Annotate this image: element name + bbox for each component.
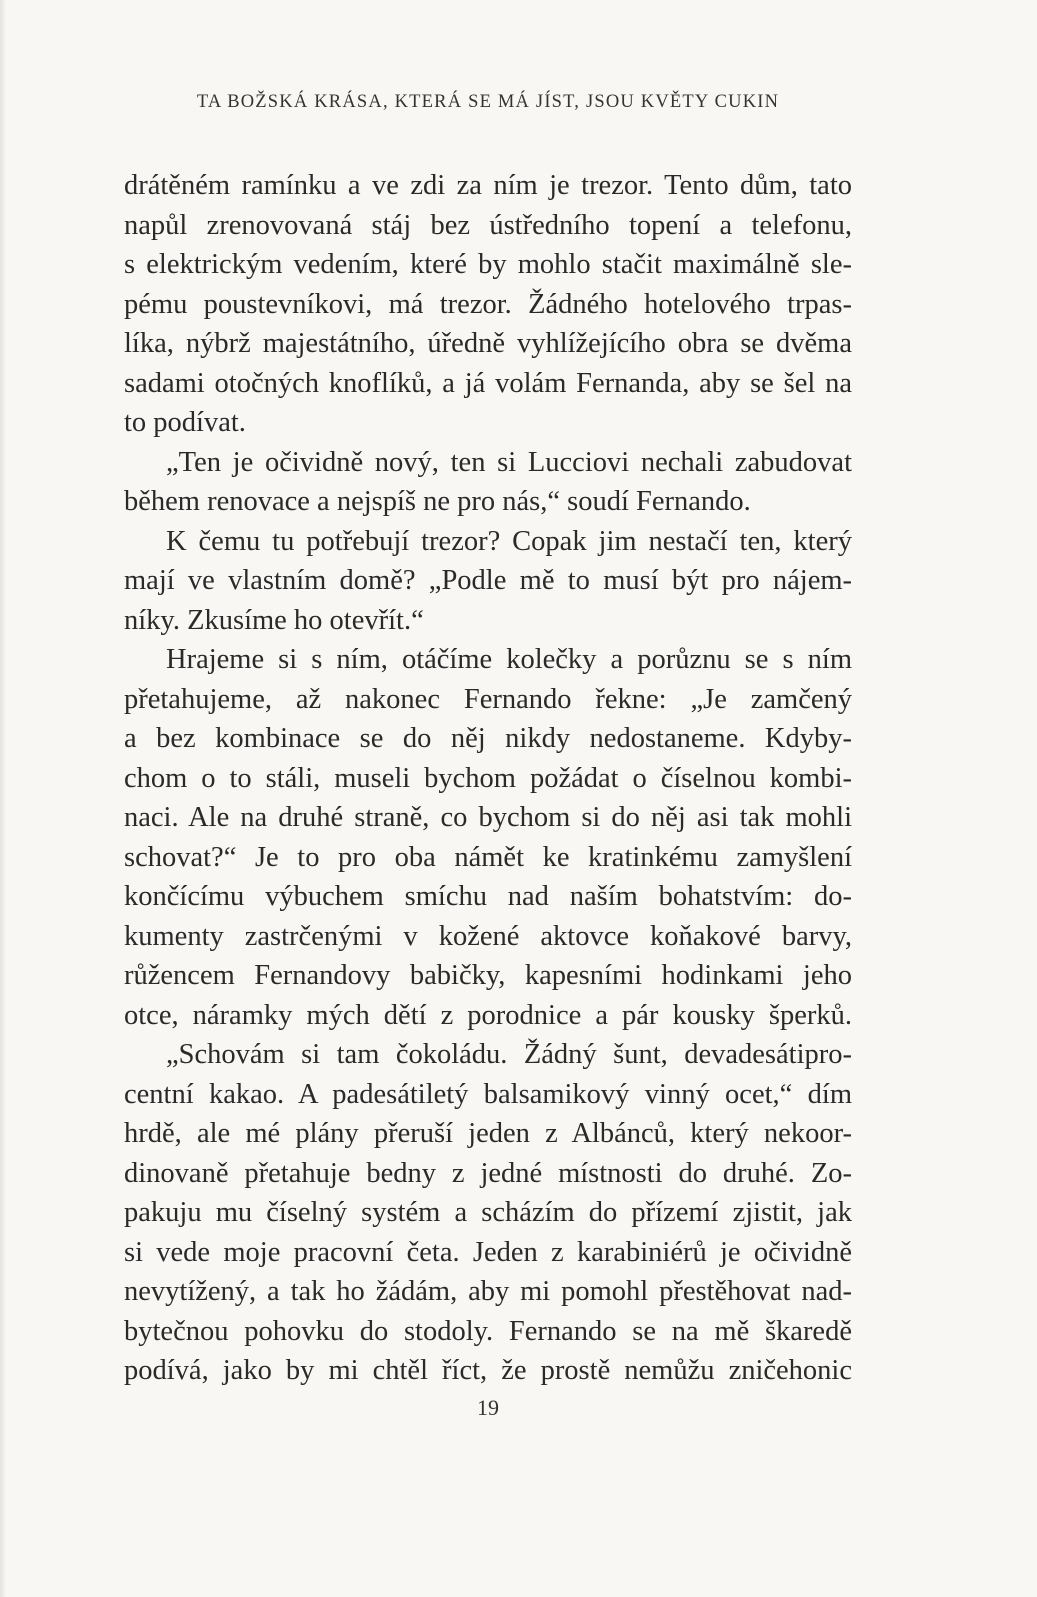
running-head: TA BOŽSKÁ KRÁSA, KTERÁ SE MÁ JÍST, JSOU KVĚTY CUKIN	[196, 92, 780, 112]
text-line: podívá, jako by mi chtěl říct, že prostě nemůžu zničehonic	[124, 1355, 852, 1386]
text-line: končícímu výbuchem smíchu nad naším bohatstvím: do-	[124, 881, 852, 912]
text-line: „Schovám si tam čokoládu. Žádný šunt, devadesátipro-	[166, 1039, 852, 1070]
text-line: schovat?“ Je to pro oba námět ke kratinkému zamyšlení	[124, 841, 852, 873]
text-line: během renovace a nejspíš ne pro nás,“ soudí Fernando.	[124, 486, 751, 517]
text-line: centní kakao. A padesátiletý balsamikový vinný ocet,“ dím	[124, 1078, 852, 1110]
text-line: líka, nýbrž majestátního, úředně vyhlížejícího obra se dvěma	[124, 328, 852, 359]
text-line: mají ve vlastním domě? „Podle mě to musí být pro nájem-	[124, 565, 852, 596]
text-line: pakuju mu číselný systém a scházím do přízemí zjistit, jak	[124, 1197, 852, 1228]
text-line: Hrajeme si s ním, otáčíme kolečky a porůznu se s ním	[166, 644, 852, 675]
body-text	[124, 166, 852, 1391]
text-line: drátěném ramínku a ve zdi za ním je trezor. Tento dům, tato	[124, 170, 852, 201]
text-line: hrdě, ale mé plány přeruší jeden z Albánců, který nekoor-	[124, 1118, 852, 1149]
text-line: „Ten je očividně nový, ten si Lucciovi nechali zabudovat	[166, 446, 852, 478]
text-line: otce, náramky mých dětí z porodnice a pár kousky šperků.	[124, 999, 852, 1031]
text-line: níky. Zkusíme ho otevřít.“	[124, 604, 424, 636]
text-line: kumenty zastrčenými v kožené aktovce koňakové barvy,	[124, 920, 852, 952]
text-line: nevytížený, a tak ho žádám, aby mi pomohl přestěhovat nad-	[124, 1276, 852, 1307]
text-line: K čemu tu potřebují trezor? Copak jim nestačí ten, který	[166, 525, 852, 557]
text-line: s elektrickým vedením, které by mohlo stačit maximálně sle-	[124, 249, 852, 280]
text-line: chom o to stáli, museli bychom požádat o číselnou kombi-	[124, 762, 852, 794]
text-line: bytečnou pohovku do stodoly. Fernando se na mě škaredě	[124, 1315, 852, 1347]
text-line: přetahujeme, až nakonec Fernando řekne: „Je zamčený	[124, 683, 852, 715]
text-line: dinovaně přetahuje bedny z jedné místnosti do druhé. Zo-	[124, 1157, 852, 1189]
text-line: to podívat.	[124, 407, 246, 438]
page-number: 19	[477, 1395, 499, 1420]
text-line: naci. Ale na druhé straně, co bychom si do něj asi tak mohli	[124, 802, 852, 833]
text-line: pému poustevníkovi, má trezor. Žádného hotelového trpas-	[124, 288, 852, 320]
text-line: růžencem Fernandovy babičky, kapesními hodinkami jeho	[124, 960, 852, 991]
text-line: sadami otočných knoflíků, a já volám Fernanda, aby se šel na	[124, 367, 852, 399]
text-line: a bez kombinace se do něj nikdy nedostaneme. Kdyby-	[124, 723, 852, 754]
text-line: si vede moje pracovní četa. Jeden z karabiniérů je očividně	[124, 1236, 852, 1268]
page-gutter-shadow	[0, 0, 6, 1597]
text-line: napůl zrenovovaná stáj bez ústředního topení a telefonu,	[124, 209, 852, 241]
